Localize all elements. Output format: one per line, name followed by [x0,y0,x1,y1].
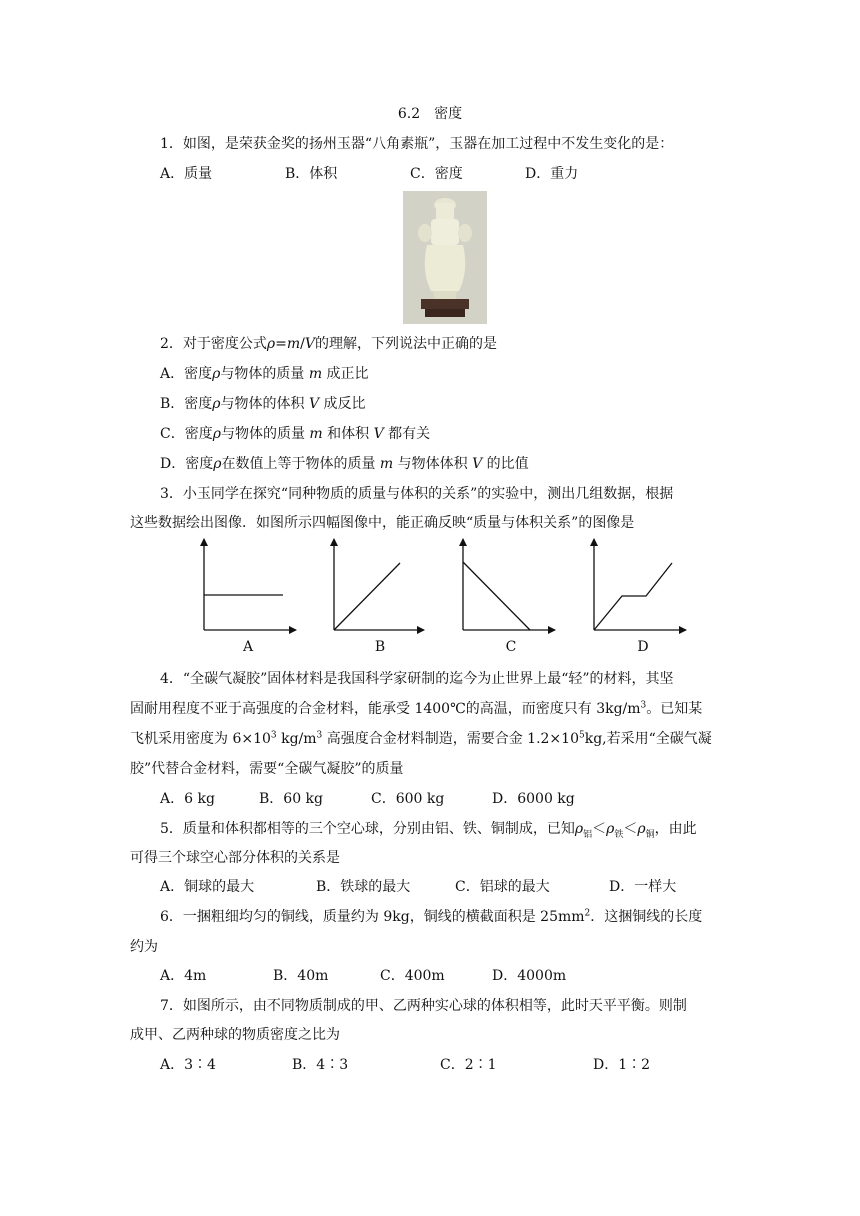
q5-line1-tail: ，由此 [654,821,697,837]
q2-c-text3: 和体积 [322,426,374,442]
q4-line4: 胶”代替合金材料，需要“全碳气凝胶”的质量 [130,761,404,777]
q5-sub-al: 铝 [583,829,593,840]
q2-a-m: m [308,366,323,382]
q7-line1: 7．如图所示，由不同物质制成的甲、乙两种实心球的体积相等，此时天平平衡。则制 [160,998,687,1014]
q7-option-d: D．1∶2 [593,1057,651,1073]
q2-m-symbol: m [286,336,301,352]
q2-a-text2: 与物体的质量 [220,366,309,382]
q5-sub-fe: 铁 [614,829,624,840]
q4-line3-sup1: 3 [270,730,277,741]
q2-slash: / [300,336,305,352]
q2-d-rho: ρ [213,456,222,472]
q4-option-d: D．6000 kg [492,791,575,807]
q6-line1 [160,907,702,927]
q5-rho-2: ρ [606,821,615,837]
q6-option-a: A．4m [160,968,207,984]
q2-d-text4: 的比值 [482,456,529,472]
q5-option-b: B．铁球的最大 [316,879,411,895]
q6-option-b: B．40m [273,968,329,984]
q2-c-text4: 都有关 [383,426,431,442]
graph-c [463,539,555,630]
q2-b-v: V [308,396,320,412]
q6-line1-tail: ．这捆铜线的长度 [590,909,703,925]
q2-rho-symbol: ρ [266,336,276,352]
q4-line3-unit: kg/m [276,731,317,747]
graph-label-b: B [374,639,386,655]
q5-line1 [160,819,697,839]
q5-rho-3: ρ [637,821,646,837]
q2-stem-text: 2．对于密度公式 [160,336,267,352]
q2-a-rho: ρ [212,366,221,382]
q5-option-a: A．铜球的最大 [160,879,255,895]
q6-line1-sup: 2 [584,908,591,919]
q1-option-d: D．重力 [525,166,579,182]
q5-sub-cu: 铜 [645,829,655,840]
q4-line3-text2: 高强度合金材料制造，需要合金 1.2×10 [322,731,579,747]
q3-line1: 3．小玉同学在探究“同种物质的质量与体积的关系”的实验中，测出几组数据，根据 [160,486,674,502]
q4-line1: 4．“全碳气凝胶”固体材料是我国科学家研制的迄今为止世界上最“轻”的材料，其坚 [160,671,674,687]
q4-line3-sup2: 3 [316,730,323,741]
graph-label-c: C [505,639,517,655]
q6-line1-text: 6．一捆粗细均匀的铜线，质量约为 9kg，铜线的横截面积是 25mm [160,909,585,925]
graph-label-a: A [242,639,254,655]
q2-stem-tail: 的理解，下列说法中正确的是 [315,336,498,352]
q1-stem: 1．如图，是荣获金奖的扬州玉器“八角素瓶”，玉器在加工过程中不发生变化的是： [160,136,674,152]
q2-d-m: m [379,456,394,472]
graph-b [334,539,424,630]
q3-line2: 这些数据绘出图像．如图所示四幅图像中，能正确反映“质量与体积关系”的图像是 [130,515,635,531]
q4-option-a: A．6 kg [160,791,215,807]
q6-option-d: D．4000m [492,968,567,984]
q2-c-text: C．密度 [160,426,213,442]
q2-equals: = [275,336,287,352]
q2-d-text: D．密度 [160,456,214,472]
q4-line3 [130,729,712,749]
graph-label-d: D [637,639,649,655]
q4-line2-tail: 。已知某 [646,701,703,717]
q1-option-c: C．密度 [410,166,463,182]
graph-a [204,539,296,630]
q2-v-symbol: V [304,336,316,352]
q6-line2: 约为 [130,939,158,955]
q2-d-text2: 在数值上等于物体的质量 [221,456,380,472]
q2-d-text3: 与物体体积 [393,456,473,472]
q2-a-text: A．密度 [160,366,213,382]
q1-option-b: B．体积 [285,166,338,182]
q5-line1-text: 5．质量和体积都相等的三个空心球，分别由铝、铁、铜制成，已知 [160,821,575,837]
q4-line2-text: 固耐用程度不亚于高强度的合金材料，能承受 1400℃的高温，而密度只有 3kg/m [130,701,641,717]
q2-c-m: m [309,426,323,442]
q4-line2 [130,699,702,719]
q4-line2-sup: 3 [640,700,647,711]
q2-c-text2: 与物体的质量 [220,426,310,442]
q4-line3-text: 飞机采用密度为 6×10 [130,731,271,747]
q2-option-d [160,454,529,474]
q5-option-c: C．铝球的最大 [455,879,550,895]
q2-b-rho: ρ [212,396,221,412]
q7-line2: 成甲、乙两种球的物质密度之比为 [130,1027,340,1043]
q5-lt-2: ＜ [623,821,638,837]
q4-line3-sup3: 5 [578,730,585,741]
q4-line3-tail: kg,若采用“全碳气凝 [584,731,712,747]
jade-vase-photo [403,191,487,324]
q5-lt-1: ＜ [592,821,607,837]
q2-a-text3: 成正比 [322,366,369,382]
q2-b-text2: 与物体的体积 [220,396,309,412]
q2-option-a [160,364,369,384]
q3-graphs [190,535,700,657]
q4-option-b: B．60 kg [259,791,323,807]
q2-b-text: B．密度 [160,396,213,412]
q2-c-v: V [373,426,384,442]
q5-line2: 可得三个球空心部分体积的关系是 [130,850,340,866]
q2-d-v: V [472,456,483,472]
q7-option-a: A．3∶4 [160,1057,216,1073]
q7-option-c: C．2∶1 [440,1057,497,1073]
q2-option-c [160,424,430,444]
graph-d [594,539,686,630]
q5-rho-1: ρ [574,821,584,837]
q1-option-a: A．质量 [160,166,213,182]
q2-option-b [160,394,366,414]
q2-b-text3: 成反比 [319,396,366,412]
q7-option-b: B．4∶3 [292,1057,349,1073]
q4-option-c: C．600 kg [371,791,445,807]
q2-c-rho: ρ [212,426,221,442]
q5-option-d: D．一样大 [609,879,677,895]
page-title: 6.2 密度 [397,106,463,122]
q2-stem [160,334,497,354]
q6-option-c: C．400m [380,968,445,984]
